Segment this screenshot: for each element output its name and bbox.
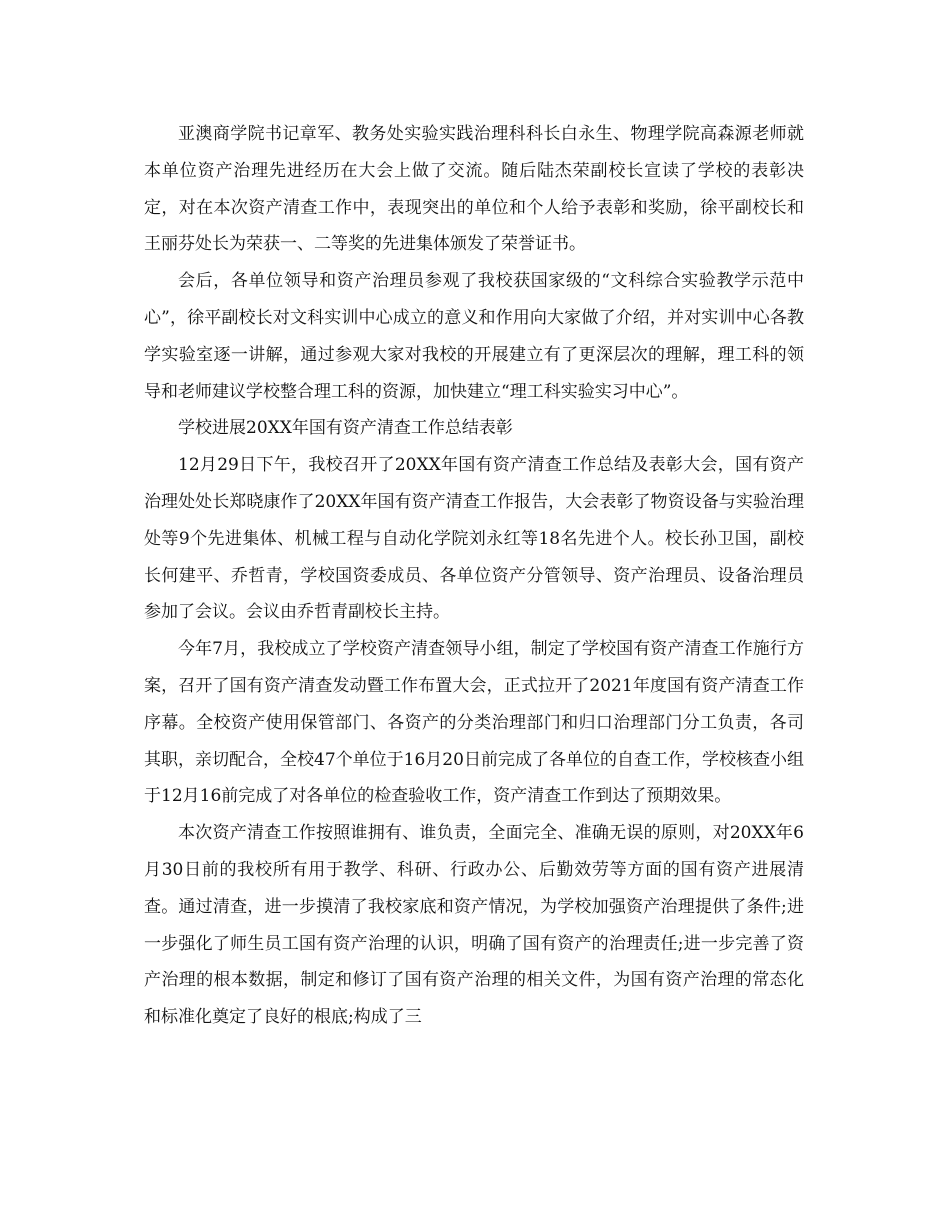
paragraph-exchange: 亚澳商学院书记章军、教务处实验实践治理科科长白永生、物理学院高森源老师就本单位资产治理先进经历在大会上做了交流。随后陆杰荣副校长宣读了学校的表彰决定，对在本次资产清查工作中，表现突出的单位和个人给予表彰和奖励，徐平副校长和王丽芬处长为荣获一、二等奖的先进集体颁发了荣誉证书。 xyxy=(144,124,804,255)
paragraph-meeting: 12月29日下午，我校召开了20XX年国有资产清查工作总结及表彰大会，国有资产治理处处长郑晓康作了20XX年国有资产清查工作报告，大会表彰了物资设备与实验治理处等9个先进集体、机械工程与自动化学院刘永红等18名先进个人。校长孙卫国，副校长何建平、乔哲青，学校国资委成员、各单位资产分管领导、资产治理员、设备治理员参加了会议。会议由乔哲青副校长主持。 xyxy=(144,455,804,623)
section-heading: 学校进展20XX年国有资产清查工作总结表彰 xyxy=(178,418,513,439)
paragraph-visit: 会后，各单位领导和资产治理员参观了我校获国家级的“文科综合实验教学示范中心”，徐平副校长对文科实训中心成立的意义和作用向大家做了介绍，并对实训中心各教学实验室逐一讲解，通过参观大家对我校的开展建立有了更深层次的理解，理工科的领导和老师建议学校整合理工科的资源，加快建立“理工科实验实习中心”。 xyxy=(144,271,804,402)
paragraph-scope: 本次资产清查工作按照谁拥有、谁负责，全面完全、准确无误的原则，对20XX年6月30日前的我校所有用于教学、科研、行政办公、后勤效劳等方面的国有资产进展清查。通过清查，进一步摸清了我校家底和资产情况，为学校加强资产治理提供了条件;进一步强化了师生员工国有资产治理的认识，明确了国有资产的治理责任;进一步完善了资产治理的根本数据，制定和修订了国有资产治理的相关文件，为国有资产治理的常态化和标准化奠定了良好的根底;构成了三 xyxy=(144,823,804,1028)
paragraph-july: 今年7月，我校成立了学校资产清查领导小组，制定了学校国有资产清查工作施行方案，召开了国有资产清查发动暨工作布置大会，正式拉开了2021年度国有资产清查工作序幕。全校资产使用保管部门、各资产的分类治理部门和归口治理部门分工负责，各司其职，亲切配合，全校47个单位于16月20日前完成了各单位的自查工作，学校核查小组于12月16前完成了对各单位的检查验收工作，资产清查工作到达了预期效果。 xyxy=(144,639,804,807)
document-body xyxy=(144,116,804,1036)
